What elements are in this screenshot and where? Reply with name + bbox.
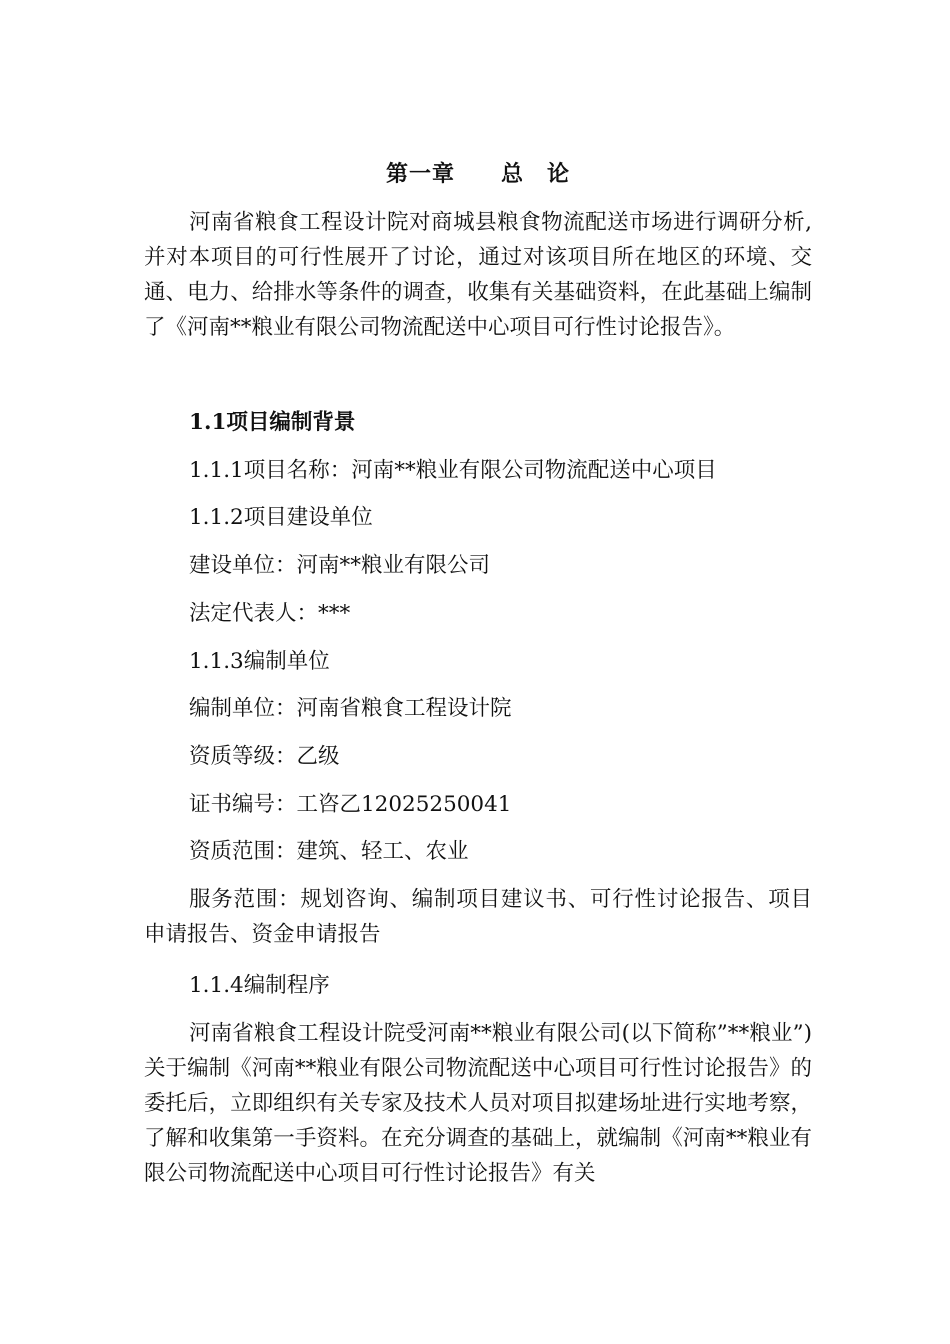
section-heading-1-1: 1.1项目编制背景 (189, 410, 356, 435)
builder-line: 建设单位：河南**粮业有限公司 (189, 553, 491, 578)
legal-rep-line: 法定代表人：*** (189, 601, 351, 626)
builder-heading: 1.1.2项目建设单位 (189, 505, 373, 530)
qualification-scope-line: 资质范围：建筑、轻工、农业 (189, 839, 469, 864)
service-scope-paragraph: 服务范围：规划咨询、编制项目建议书、可行性讨论报告、项目申请报告、资金申请报告 (144, 887, 812, 947)
intro-paragraph: 河南省粮食工程设计院对商城县粮食物流配送市场进行调研分析,并对本项目的可行性展开了讨论，通过对该项目所在地区的环境、交通、电力、给排水等条件的调查，收集有关基础资料，在此基础上编制了《河南**粮业有限公司物流配送中心项目可行性讨论报告》。 (144, 210, 812, 340)
compiler-heading: 1.1.3编制单位 (189, 649, 330, 674)
chapter-title: 第一章 总 论 (385, 161, 570, 187)
qualification-level-line: 资质等级：乙级 (189, 744, 340, 769)
procedure-paragraph: 河南省粮食工程设计院受河南**粮业有限公司(以下简称”**粮业”)关于编制《河南**粮业有限公司物流配送中心项目可行性讨论报告》的委托后，立即组织有关专家及技术人员对项目拟建场址进行实地考察，了解和收集第一手资料。在充分调查的基础上，就编制《河南**粮业有限公司物流配送中心项目可行性讨论报告》有关 (144, 1021, 812, 1186)
procedure-heading: 1.1.4编制程序 (189, 973, 330, 998)
compiler-line: 编制单位：河南省粮食工程设计院 (189, 696, 512, 721)
certificate-number-line: 证书编号：工咨乙12025250041 (189, 792, 512, 817)
project-name-line: 1.1.1项目名称：河南**粮业有限公司物流配送中心项目 (189, 458, 717, 483)
